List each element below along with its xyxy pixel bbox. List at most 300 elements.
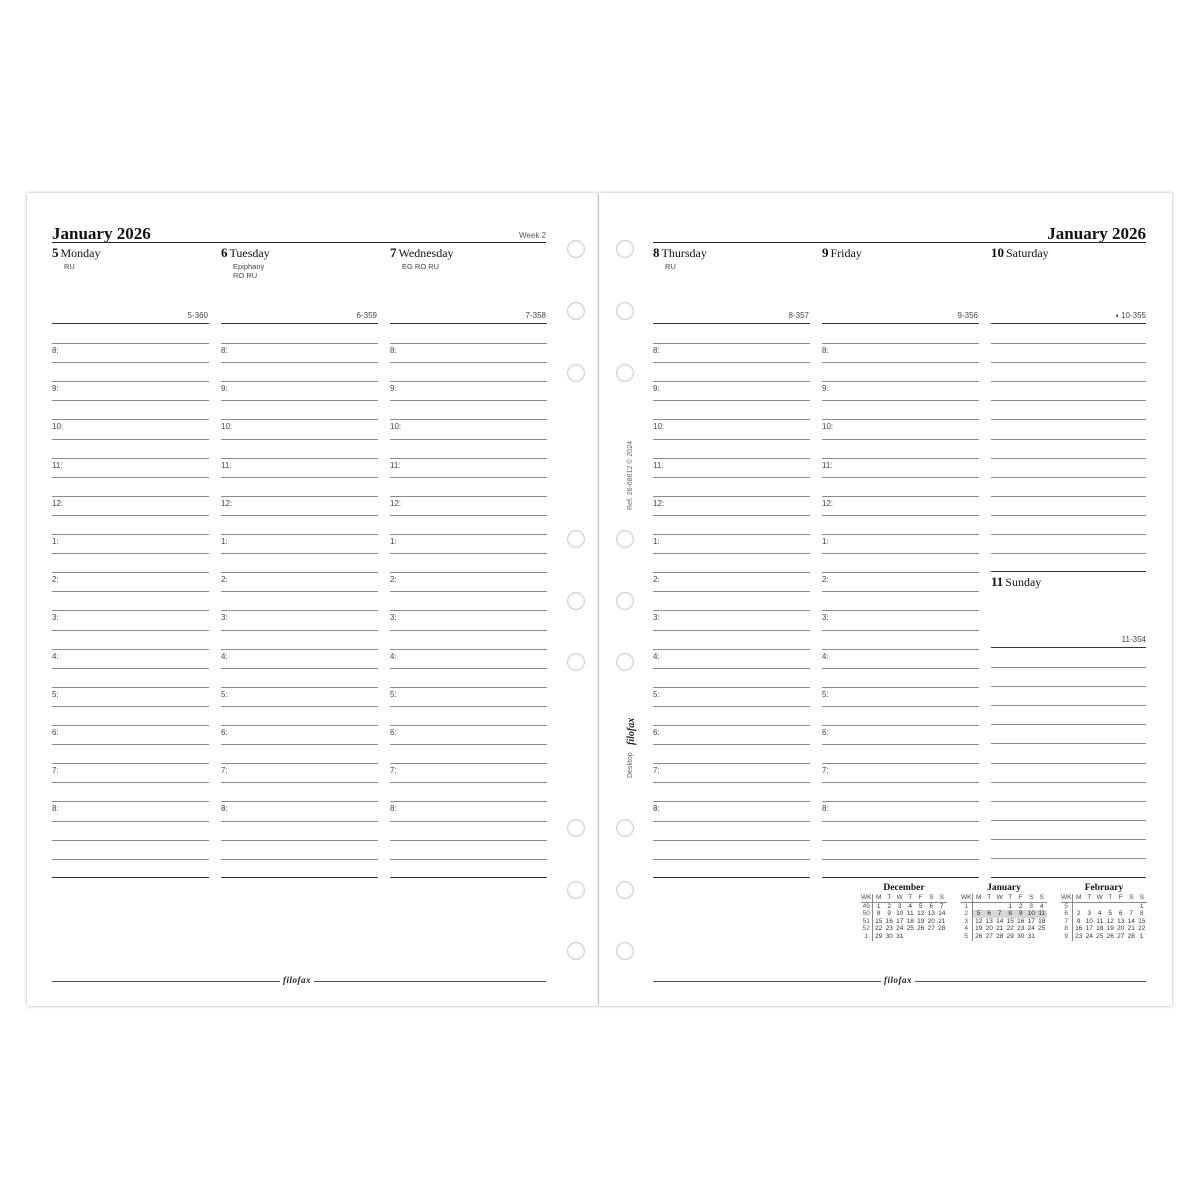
filofax-footer-logo: filofax — [881, 975, 915, 985]
writing-line — [52, 534, 209, 535]
mini-calendar-date: 11 — [906, 910, 914, 918]
section-rule — [390, 323, 547, 324]
writing-line — [991, 515, 1146, 516]
mini-calendar-weekday: T — [1084, 894, 1095, 902]
mini-calendar-date — [973, 902, 984, 910]
mini-calendar-date: 19 — [917, 917, 925, 925]
mini-calendar-date: 20 — [1117, 925, 1125, 933]
writing-line — [52, 840, 209, 841]
day-number: 10 — [991, 245, 1004, 260]
day-header-monday — [52, 244, 101, 271]
writing-line — [52, 610, 209, 611]
hour-label: 7: — [390, 766, 397, 775]
day-header-wednesday — [390, 244, 454, 271]
hour-label: 9: — [653, 384, 660, 393]
binder-hole — [567, 881, 585, 899]
writing-line — [52, 744, 209, 745]
mini-calendar-weekday: T — [884, 894, 895, 902]
mini-calendar-date: 6 — [1118, 910, 1123, 918]
section-rule — [822, 877, 979, 878]
writing-line — [822, 706, 979, 707]
writing-line — [653, 840, 810, 841]
hour-label: 7: — [52, 766, 59, 775]
hour-label: 5: — [390, 690, 397, 699]
mini-calendar-date: 4 — [908, 902, 913, 910]
writing-line — [221, 763, 378, 764]
hour-label: 9: — [52, 384, 59, 393]
writing-line — [822, 439, 979, 440]
writing-line — [52, 630, 209, 631]
mini-calendar-weekday: W — [994, 894, 1005, 902]
writing-line — [822, 649, 979, 650]
writing-line — [390, 439, 547, 440]
mini-calendar-date: 1 — [876, 902, 881, 910]
day-number: 9 — [822, 245, 829, 260]
mini-calendar-weekday: S — [1136, 894, 1147, 902]
hour-label: 11: — [390, 461, 401, 470]
mini-calendar-date: 24 — [896, 925, 904, 933]
mini-calendar-weekday: S — [1126, 894, 1137, 902]
mini-calendar-date — [936, 933, 947, 941]
writing-line — [653, 477, 810, 478]
writing-line — [822, 668, 979, 669]
binder-hole — [616, 942, 634, 960]
writing-line — [653, 591, 810, 592]
mini-calendar-date: 23 — [1017, 925, 1025, 933]
mini-calendar-weekday: M — [973, 894, 984, 902]
mini-calendar-week-number: 51 — [861, 918, 873, 926]
section-rule — [991, 877, 1146, 878]
binder-hole — [616, 653, 634, 671]
mini-calendar-date: 7 — [994, 910, 1005, 918]
writing-line — [221, 725, 378, 726]
section-rule — [653, 323, 810, 324]
moon-phase-icon: ◑ — [1114, 311, 1119, 320]
mini-calendar-weekday: F — [915, 894, 926, 902]
writing-line — [822, 591, 979, 592]
section-rule — [991, 647, 1146, 648]
writing-line — [653, 801, 810, 802]
writing-line — [52, 477, 209, 478]
mini-calendar-date: 21 — [996, 925, 1004, 933]
binder-hole — [616, 302, 634, 320]
writing-line — [653, 668, 810, 669]
mini-calendar-date: 24 — [1085, 932, 1093, 940]
writing-line — [390, 763, 547, 764]
mini-calendar-date: 18 — [1096, 925, 1104, 933]
mini-calendar-title: January — [987, 883, 1021, 893]
writing-line — [653, 496, 810, 497]
writing-line — [52, 343, 209, 344]
writing-line — [991, 381, 1146, 382]
writing-line — [822, 630, 979, 631]
mini-calendar-week-number: 9 — [1061, 933, 1073, 941]
writing-line — [390, 591, 547, 592]
day-number: 7 — [390, 245, 397, 260]
reference-code: Ref. 26-68612 © 2024 — [627, 441, 634, 510]
writing-line — [822, 821, 979, 822]
mini-calendar-date: 4 — [1097, 910, 1102, 918]
mini-calendar-date: 26 — [975, 932, 983, 940]
section-rule — [991, 571, 1146, 572]
mini-calendar-date: 14 — [1127, 917, 1135, 925]
writing-line — [822, 744, 979, 745]
writing-line — [52, 591, 209, 592]
mini-calendar-weekday: M — [873, 894, 884, 902]
writing-line — [991, 477, 1146, 478]
hour-label: 12: — [390, 499, 402, 508]
mini-calendar-weekday: T — [905, 894, 916, 902]
binder-hole — [567, 819, 585, 837]
hour-label: 6: — [390, 728, 397, 737]
hour-label: 2: — [653, 575, 660, 584]
mini-calendar-week-number: 5 — [961, 933, 973, 941]
writing-line — [991, 743, 1146, 744]
writing-line — [991, 839, 1146, 840]
mini-calendar-date — [1073, 902, 1084, 910]
mini-calendar-date: 18 — [906, 917, 914, 925]
day-name: Friday — [830, 246, 862, 260]
writing-line — [52, 821, 209, 822]
writing-line — [221, 477, 378, 478]
mini-calendar-date: 8 — [1139, 910, 1144, 918]
hour-label: 6: — [52, 728, 59, 737]
writing-line — [221, 572, 378, 573]
mini-calendar-date: 17 — [1085, 925, 1093, 933]
writing-line — [822, 840, 979, 841]
hour-label: 10: — [52, 422, 64, 431]
writing-line — [390, 553, 547, 554]
mini-calendar-week-number: 52 — [861, 925, 873, 933]
mini-calendar-weekday: T — [984, 894, 995, 902]
writing-line — [822, 362, 979, 363]
writing-line — [52, 553, 209, 554]
writing-line — [653, 439, 810, 440]
section-rule — [653, 877, 810, 878]
writing-line — [221, 668, 378, 669]
writing-line — [653, 343, 810, 344]
mini-calendar-date: 11 — [1038, 910, 1046, 918]
day-of-year-label: 9-356 — [957, 311, 978, 320]
section-rule — [52, 323, 209, 324]
hour-label: 8: — [390, 804, 397, 813]
mini-calendar-date: 22 — [875, 925, 883, 933]
hour-label: 11: — [822, 461, 833, 470]
mini-calendar-date — [1094, 902, 1105, 910]
writing-line — [52, 801, 209, 802]
hour-label: 7: — [221, 766, 228, 775]
section-rule — [221, 877, 378, 878]
mini-calendar-date: 4 — [1039, 902, 1044, 910]
left-header-rule — [52, 242, 546, 243]
writing-line — [822, 400, 979, 401]
writing-line — [390, 630, 547, 631]
mini-calendar-december — [861, 883, 947, 941]
mini-calendar-date: 9 — [1015, 910, 1026, 918]
writing-line — [822, 610, 979, 611]
writing-line — [52, 515, 209, 516]
binder-hole — [616, 819, 634, 837]
writing-line — [221, 419, 378, 420]
hour-label: 12: — [221, 499, 233, 508]
writing-line — [991, 534, 1146, 535]
hour-label: 12: — [52, 499, 64, 508]
mini-calendar-weekday: S — [936, 894, 947, 902]
writing-line — [653, 782, 810, 783]
day-header-thursday — [653, 244, 707, 271]
mini-calendar-week-number: 7 — [1061, 918, 1073, 926]
mini-calendar-weekday: WK — [961, 894, 972, 901]
mini-calendar-weekday: WK — [861, 894, 872, 901]
mini-calendar-date: 15 — [875, 917, 883, 925]
writing-line — [390, 534, 547, 535]
writing-line — [822, 801, 979, 802]
hour-label: 1: — [221, 537, 228, 546]
mini-calendar-date: 27 — [985, 932, 993, 940]
mini-calendar-weekday: WK — [1061, 894, 1072, 901]
mini-calendar-date: 28 — [938, 925, 946, 933]
writing-line — [822, 458, 979, 459]
writing-line — [991, 362, 1146, 363]
writing-line — [991, 400, 1146, 401]
mini-calendar-date: 19 — [975, 925, 983, 933]
mini-calendar-date: 17 — [896, 917, 904, 925]
binder-hole — [616, 881, 634, 899]
writing-line — [221, 840, 378, 841]
hour-label: 9: — [822, 384, 829, 393]
writing-line — [221, 782, 378, 783]
day-header-saturday — [991, 244, 1049, 262]
hour-label: 8: — [52, 804, 59, 813]
binder-hole — [567, 653, 585, 671]
writing-line — [390, 706, 547, 707]
mini-calendar-date: 8 — [876, 910, 881, 918]
writing-line — [390, 687, 547, 688]
mini-calendar-weekday: W — [1094, 894, 1105, 902]
writing-line — [221, 439, 378, 440]
mini-calendar-weekday: S — [1036, 894, 1047, 902]
desktop-label: Desktop — [627, 752, 634, 778]
writing-line — [52, 649, 209, 650]
mini-calendar-date — [915, 933, 926, 941]
writing-line — [52, 687, 209, 688]
writing-line — [52, 668, 209, 669]
writing-line — [991, 458, 1146, 459]
writing-line — [991, 705, 1146, 706]
mini-calendar-weekday: M — [1073, 894, 1084, 902]
writing-line — [221, 801, 378, 802]
mini-calendar-date: 31 — [1027, 932, 1035, 940]
mini-calendar-date: 6 — [984, 910, 995, 918]
hour-label: 8: — [653, 346, 660, 355]
writing-line — [390, 572, 547, 573]
hour-label: 3: — [653, 613, 660, 622]
mini-calendar-date: 2 — [1018, 902, 1023, 910]
day-number: 8 — [653, 245, 660, 260]
writing-line — [822, 534, 979, 535]
mini-calendar-date: 16 — [885, 917, 893, 925]
writing-line — [991, 553, 1146, 554]
writing-line — [390, 419, 547, 420]
writing-line — [822, 381, 979, 382]
mini-calendar-weekday: F — [1115, 894, 1126, 902]
mini-calendar-week-number: 1 — [961, 902, 973, 910]
day-name: Saturday — [1006, 246, 1049, 260]
mini-calendar-date: 23 — [885, 925, 893, 933]
mini-calendar-weekday: T — [1105, 894, 1116, 902]
filofax-side-logo: filofax — [626, 717, 637, 745]
mini-calendar-february — [1061, 883, 1147, 941]
writing-line — [822, 725, 979, 726]
hour-label: 5: — [221, 690, 228, 699]
writing-line — [221, 343, 378, 344]
hour-label: 8: — [52, 346, 59, 355]
mini-calendar-date: 5 — [918, 902, 923, 910]
mini-calendar-date: 1 — [1139, 902, 1144, 910]
hour-label: 8: — [390, 346, 397, 355]
hour-label: 9: — [221, 384, 228, 393]
day-name: Sunday — [1005, 575, 1042, 589]
mini-calendar-week-number: 49 — [861, 902, 873, 910]
mini-calendar-week-number: 50 — [861, 910, 873, 918]
hour-label: 10: — [822, 422, 834, 431]
writing-line — [221, 400, 378, 401]
writing-line — [390, 610, 547, 611]
mini-calendar-date: 2 — [887, 902, 892, 910]
day-of-year-value: 10-355 — [1121, 311, 1146, 320]
writing-line — [52, 859, 209, 860]
day-header-tuesday — [221, 244, 270, 280]
mini-calendar-date: 1 — [1139, 932, 1144, 940]
writing-line — [653, 744, 810, 745]
hour-label: 4: — [822, 652, 829, 661]
writing-line — [822, 419, 979, 420]
writing-line — [822, 572, 979, 573]
writing-line — [221, 362, 378, 363]
mini-calendar-date: 14 — [938, 910, 946, 918]
day-number: 6 — [221, 245, 228, 260]
mini-calendar-date: 31 — [896, 932, 904, 940]
section-rule — [390, 877, 547, 878]
mini-calendar-week-number: 4 — [961, 925, 973, 933]
writing-line — [221, 458, 378, 459]
mini-calendar-week-number: 3 — [961, 918, 973, 926]
binder-hole — [616, 240, 634, 258]
hour-label: 8: — [822, 346, 829, 355]
writing-line — [653, 515, 810, 516]
mini-calendar-weekday: S — [926, 894, 937, 902]
mini-calendar-date — [926, 933, 937, 941]
mini-calendar-date: 25 — [906, 925, 914, 933]
mini-calendar-date: 12 — [1106, 917, 1114, 925]
mini-calendar-date: 5 — [1108, 910, 1113, 918]
writing-line — [991, 724, 1146, 725]
writing-line — [221, 744, 378, 745]
mini-calendar-date: 21 — [938, 917, 946, 925]
writing-line — [822, 553, 979, 554]
mini-calendar-january — [961, 883, 1047, 941]
writing-line — [653, 649, 810, 650]
mini-calendar-date: 8 — [1005, 910, 1016, 918]
mini-calendar-week-number: 5 — [1061, 902, 1073, 910]
mini-calendar-date: 14 — [996, 917, 1004, 925]
mini-calendar-date: 15 — [1006, 917, 1014, 925]
hour-label: 4: — [52, 652, 59, 661]
mini-calendar-date: 17 — [1027, 917, 1035, 925]
mini-calendar-date: 13 — [985, 917, 993, 925]
hour-label: 1: — [390, 537, 397, 546]
binder-hole — [616, 592, 634, 610]
writing-line — [653, 381, 810, 382]
writing-line — [390, 725, 547, 726]
mini-calendar-date: 3 — [1029, 902, 1034, 910]
mini-calendar-week-number: 1 — [861, 933, 873, 941]
mini-calendar-week-number: 6 — [1061, 910, 1073, 918]
mini-calendar-date: 30 — [885, 932, 893, 940]
writing-line — [653, 630, 810, 631]
writing-line — [653, 362, 810, 363]
hour-label: 4: — [653, 652, 660, 661]
mini-calendar-date: 28 — [1127, 932, 1135, 940]
mini-calendar-weekday: F — [1015, 894, 1026, 902]
hour-label: 5: — [653, 690, 660, 699]
writing-line — [991, 439, 1146, 440]
mini-calendar-date: 3 — [897, 902, 902, 910]
hour-label: 2: — [221, 575, 228, 584]
mini-calendar-date: 3 — [1087, 910, 1092, 918]
writing-line — [221, 649, 378, 650]
mini-calendar-date — [994, 902, 1005, 910]
mini-calendar-date: 27 — [1117, 932, 1125, 940]
hour-label: 7: — [653, 766, 660, 775]
mini-calendar-title: December — [883, 883, 925, 893]
hour-label: 12: — [822, 499, 834, 508]
filofax-footer-logo: filofax — [280, 975, 314, 985]
right-page-title: January 2026 — [1047, 224, 1146, 243]
right-header-rule — [653, 242, 1146, 243]
writing-line — [822, 782, 979, 783]
writing-line — [653, 763, 810, 764]
writing-line — [822, 515, 979, 516]
hour-label: 11: — [221, 461, 232, 470]
mini-calendar-date: 30 — [1017, 932, 1025, 940]
week-number: Week 2 — [519, 231, 546, 240]
day-of-year-label: 8-357 — [788, 311, 809, 320]
mini-calendar-date: 16 — [1075, 925, 1083, 933]
hour-label: 2: — [822, 575, 829, 584]
writing-line — [390, 362, 547, 363]
day-header-friday — [822, 244, 862, 262]
writing-line — [991, 763, 1146, 764]
hour-label: 10: — [390, 422, 402, 431]
mini-calendar-date: 13 — [1117, 917, 1125, 925]
mini-calendar-date: 22 — [1006, 925, 1014, 933]
mini-calendar-date — [1115, 902, 1126, 910]
writing-line — [390, 821, 547, 822]
left-page-title: January 2026 — [52, 224, 151, 243]
hour-label: 4: — [221, 652, 228, 661]
writing-line — [390, 649, 547, 650]
hour-label: 1: — [653, 537, 660, 546]
hour-label: 3: — [390, 613, 397, 622]
writing-line — [221, 687, 378, 688]
mini-calendar-date: 11 — [1096, 917, 1104, 925]
writing-line — [653, 553, 810, 554]
binder-hole — [567, 592, 585, 610]
section-rule — [991, 323, 1146, 324]
hour-label: 5: — [822, 690, 829, 699]
writing-line — [390, 343, 547, 344]
